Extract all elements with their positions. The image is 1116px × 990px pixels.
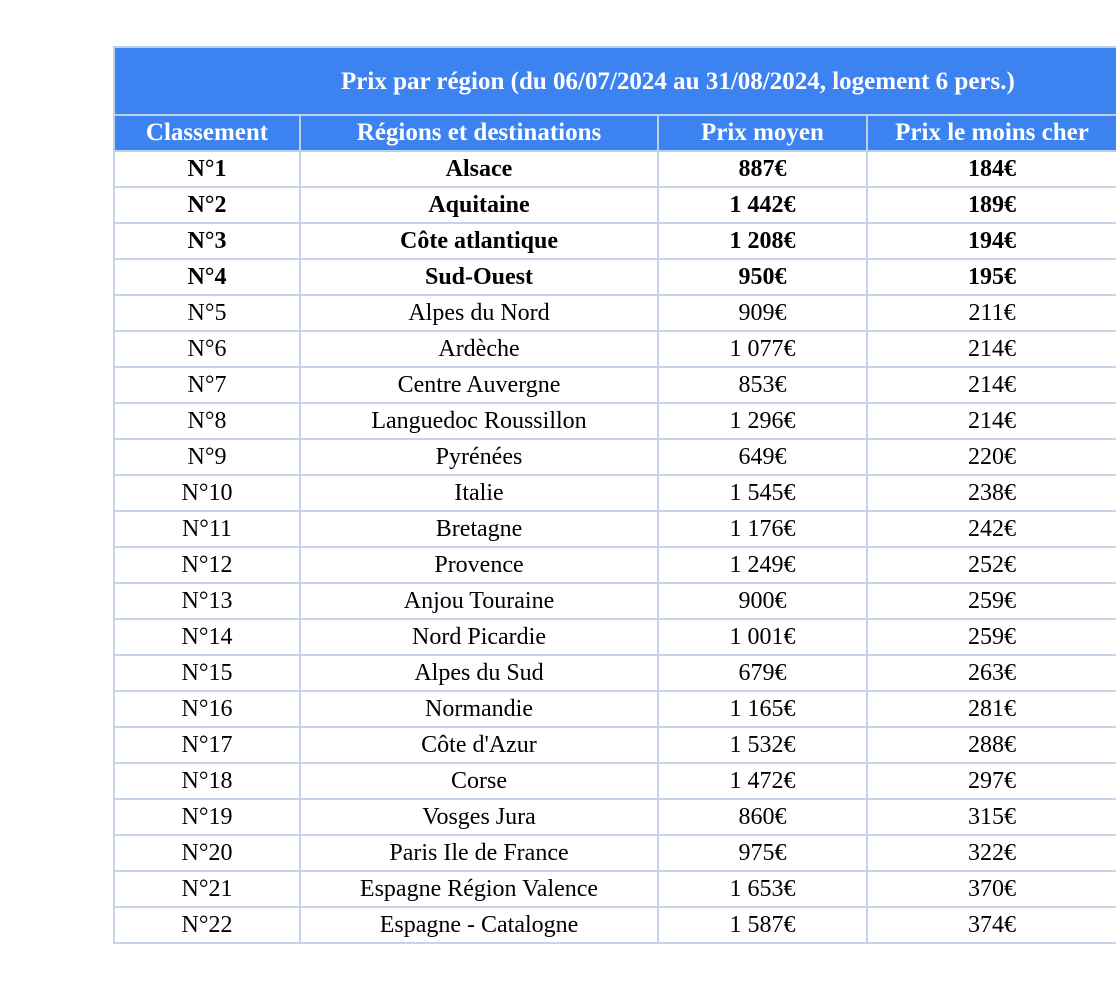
table-row xyxy=(114,583,1116,619)
table-row xyxy=(114,367,1116,403)
table-row xyxy=(114,331,1116,367)
average-price-cell: 853€ xyxy=(658,367,867,403)
region-cell: Centre Auvergne xyxy=(300,367,658,403)
lowest-price-cell: 184€ xyxy=(867,151,1116,187)
average-price-cell: 1 532€ xyxy=(658,727,867,763)
table-row xyxy=(114,475,1116,511)
table-row xyxy=(114,727,1116,763)
region-cell: Languedoc Roussillon xyxy=(300,403,658,439)
lowest-price-cell: 252€ xyxy=(867,547,1116,583)
table-row xyxy=(114,763,1116,799)
rank-cell: N°11 xyxy=(114,511,300,547)
average-price-cell: 1 176€ xyxy=(658,511,867,547)
average-price-cell: 1 587€ xyxy=(658,907,867,943)
lowest-price-cell: 189€ xyxy=(867,187,1116,223)
table-row xyxy=(114,439,1116,475)
table-row xyxy=(114,295,1116,331)
region-cell: Vosges Jura xyxy=(300,799,658,835)
average-price-cell: 679€ xyxy=(658,655,867,691)
table-title: Prix par région (du 06/07/2024 au 31/08/2024, logement 6 pers.) xyxy=(341,68,1015,95)
region-cell: Alsace xyxy=(300,151,658,187)
rank-cell: N°1 xyxy=(114,151,300,187)
rank-cell: N°4 xyxy=(114,259,300,295)
region-cell: Italie xyxy=(300,475,658,511)
table-row xyxy=(114,151,1116,187)
column-header-row xyxy=(114,115,1116,151)
region-cell: Nord Picardie xyxy=(300,619,658,655)
rank-cell: N°14 xyxy=(114,619,300,655)
column-header-rank: Classement xyxy=(114,115,300,151)
average-price-cell: 909€ xyxy=(658,295,867,331)
rank-cell: N°2 xyxy=(114,187,300,223)
rank-cell: N°8 xyxy=(114,403,300,439)
average-price-cell: 1 653€ xyxy=(658,871,867,907)
rank-cell: N°6 xyxy=(114,331,300,367)
average-price-cell: 900€ xyxy=(658,583,867,619)
table-row xyxy=(114,907,1116,943)
table-row xyxy=(114,187,1116,223)
average-price-cell: 1 077€ xyxy=(658,331,867,367)
rank-cell: N°13 xyxy=(114,583,300,619)
lowest-price-cell: 259€ xyxy=(867,619,1116,655)
average-price-cell: 860€ xyxy=(658,799,867,835)
lowest-price-cell: 297€ xyxy=(867,763,1116,799)
table-row xyxy=(114,547,1116,583)
table-title-row xyxy=(114,47,1116,115)
lowest-price-cell: 194€ xyxy=(867,223,1116,259)
region-cell: Ardèche xyxy=(300,331,658,367)
table-row xyxy=(114,835,1116,871)
lowest-price-cell: 238€ xyxy=(867,475,1116,511)
table-row xyxy=(114,799,1116,835)
region-cell: Côte d'Azur xyxy=(300,727,658,763)
rank-cell: N°19 xyxy=(114,799,300,835)
average-price-cell: 1 001€ xyxy=(658,619,867,655)
rank-cell: N°12 xyxy=(114,547,300,583)
region-cell: Pyrénées xyxy=(300,439,658,475)
price-table-container xyxy=(113,46,1116,944)
region-cell: Bretagne xyxy=(300,511,658,547)
average-price-cell: 649€ xyxy=(658,439,867,475)
average-price-cell: 1 249€ xyxy=(658,547,867,583)
rank-cell: N°3 xyxy=(114,223,300,259)
table-body xyxy=(114,151,1116,943)
rank-cell: N°22 xyxy=(114,907,300,943)
average-price-cell: 1 442€ xyxy=(658,187,867,223)
price-by-region-table xyxy=(113,46,1116,944)
lowest-price-cell: 195€ xyxy=(867,259,1116,295)
lowest-price-cell: 281€ xyxy=(867,691,1116,727)
rank-cell: N°18 xyxy=(114,763,300,799)
table-row xyxy=(114,223,1116,259)
lowest-price-cell: 374€ xyxy=(867,907,1116,943)
lowest-price-cell: 288€ xyxy=(867,727,1116,763)
region-cell: Paris Ile de France xyxy=(300,835,658,871)
rank-cell: N°21 xyxy=(114,871,300,907)
average-price-cell: 887€ xyxy=(658,151,867,187)
region-cell: Alpes du Sud xyxy=(300,655,658,691)
average-price-cell: 1 472€ xyxy=(658,763,867,799)
rank-cell: N°10 xyxy=(114,475,300,511)
average-price-cell: 975€ xyxy=(658,835,867,871)
table-row xyxy=(114,655,1116,691)
lowest-price-cell: 263€ xyxy=(867,655,1116,691)
region-cell: Corse xyxy=(300,763,658,799)
table-row xyxy=(114,511,1116,547)
rank-cell: N°7 xyxy=(114,367,300,403)
rank-cell: N°20 xyxy=(114,835,300,871)
lowest-price-cell: 259€ xyxy=(867,583,1116,619)
rank-cell: N°5 xyxy=(114,295,300,331)
region-cell: Espagne Région Valence xyxy=(300,871,658,907)
lowest-price-cell: 370€ xyxy=(867,871,1116,907)
average-price-cell: 950€ xyxy=(658,259,867,295)
average-price-cell: 1 545€ xyxy=(658,475,867,511)
table-row xyxy=(114,259,1116,295)
region-cell: Côte atlantique xyxy=(300,223,658,259)
lowest-price-cell: 211€ xyxy=(867,295,1116,331)
region-cell: Alpes du Nord xyxy=(300,295,658,331)
lowest-price-cell: 214€ xyxy=(867,367,1116,403)
rank-cell: N°17 xyxy=(114,727,300,763)
lowest-price-cell: 315€ xyxy=(867,799,1116,835)
region-cell: Sud-Ouest xyxy=(300,259,658,295)
lowest-price-cell: 242€ xyxy=(867,511,1116,547)
lowest-price-cell: 214€ xyxy=(867,331,1116,367)
rank-cell: N°9 xyxy=(114,439,300,475)
average-price-cell: 1 296€ xyxy=(658,403,867,439)
region-cell: Aquitaine xyxy=(300,187,658,223)
table-title-cell xyxy=(114,47,1116,115)
region-cell: Normandie xyxy=(300,691,658,727)
table-row xyxy=(114,691,1116,727)
average-price-cell: 1 208€ xyxy=(658,223,867,259)
column-header-region: Régions et destinations xyxy=(300,115,658,151)
rank-cell: N°16 xyxy=(114,691,300,727)
table-row xyxy=(114,871,1116,907)
region-cell: Provence xyxy=(300,547,658,583)
table-row xyxy=(114,619,1116,655)
table-row xyxy=(114,403,1116,439)
region-cell: Anjou Touraine xyxy=(300,583,658,619)
column-header-lowest-price: Prix le moins cher xyxy=(867,115,1116,151)
average-price-cell: 1 165€ xyxy=(658,691,867,727)
rank-cell: N°15 xyxy=(114,655,300,691)
lowest-price-cell: 214€ xyxy=(867,403,1116,439)
column-header-average-price: Prix moyen xyxy=(658,115,867,151)
lowest-price-cell: 220€ xyxy=(867,439,1116,475)
region-cell: Espagne - Catalogne xyxy=(300,907,658,943)
lowest-price-cell: 322€ xyxy=(867,835,1116,871)
